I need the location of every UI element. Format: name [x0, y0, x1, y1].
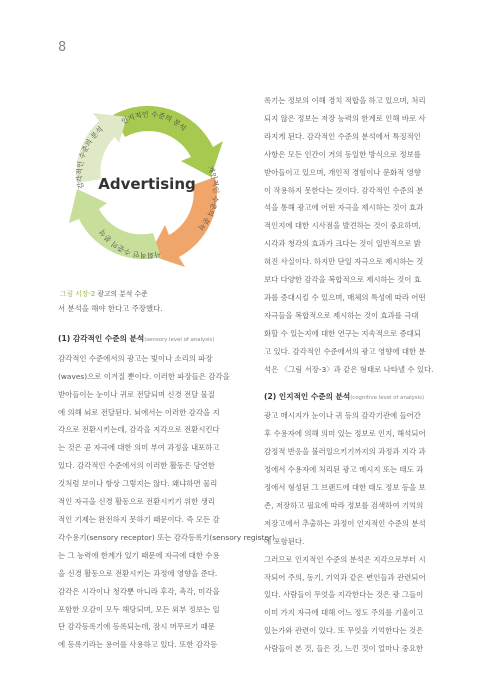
- right-line: 저장고에서 추출하는 과정이 인지적인 수준의 분석: [264, 518, 426, 528]
- left-line: 감각적인 수준에서의 광고는 빛이나 소리의 파장: [58, 353, 213, 363]
- left-column: [58, 300, 275, 654]
- right-line: 그러므로 인지적인 수준의 분석은 지각으로부터 시: [264, 554, 426, 564]
- left-line: 포함한 오감이 모두 해당되며, 모든 외부 정보는 일: [58, 604, 220, 614]
- right-line: 과를 증대시킬 수 있으며, 매체의 특성에 따라 어떤: [264, 292, 426, 302]
- left-line: 에 의해 뇌로 전달된다. 뇌에서는 이러한 감각을 지: [58, 407, 220, 417]
- diagram-center-label: Advertising: [98, 175, 196, 193]
- right-line: 있다. 사람들이 무엇을 지각한다는 것은 광 그들이: [264, 590, 424, 600]
- right-line: 감정적 반응을 불러일으키기까지의 과정과 지각 과: [264, 447, 426, 457]
- right-line: 받아들이고 있으며, 개인적 경험이나 문화적 영향: [264, 167, 421, 177]
- right-line: 광고 메시지가 눈이나 귀 등의 감각기관에 들어간: [264, 411, 421, 421]
- segment-cognitive-label: 인지적인 수준의 분석: [120, 110, 188, 133]
- left-line: 는 것은 곧 자극에 대한 의미 부여 과정을 내포하고: [58, 443, 220, 453]
- left-line: 것처럼 보이나 항상 그렇지는 않다. 왜냐하면 물리: [58, 479, 218, 489]
- right-line: 되지 않은 정보는 저장 능력의 한계로 인해 바로 사: [264, 113, 426, 123]
- figure-caption: [60, 288, 148, 298]
- right-line: 화할 수 있는지에 대한 연구는 지속적으로 증대되: [264, 328, 421, 338]
- left-line: 각으로 전환시키는데, 감각을 지각으로 전환시킨다: [58, 425, 220, 435]
- left-line: 단 감각등록기에 등록되는데, 잠시 머무르기 때문: [58, 622, 215, 632]
- left-line: (waves)으로 이겨질 뿐이다. 이러한 파장들은 감각을: [58, 371, 230, 381]
- right-line: 사람들이 본 것, 들은 것, 느낀 것이 얼마나 중요한: [264, 644, 424, 654]
- left-intro: 서 분석을 해야 한다고 주장했다.: [58, 304, 163, 313]
- right-line: 이미 가지 자극에 대해 어느 정도 주의를 기울이고: [264, 608, 424, 618]
- caption-number: 그림 서장-2: [60, 290, 96, 298]
- left-line: 적인 자극을 신경 활동으로 전환시키기 위한 생리: [58, 497, 215, 507]
- right-line: 석은 〈그림 서장-3〉과 같은 형태로 나타낼 수 있다.: [264, 364, 434, 374]
- section-heading-sensory: (1) 감각적인 수준의 분석(sensory level of analysis): [58, 333, 215, 343]
- segment-sensory-label: 감각적인 수준의 분석: [75, 125, 105, 190]
- right-line: 후 수용자에 의해 의미 있는 정보로 인지, 해석되어: [264, 429, 426, 439]
- right-line: 적인지에 대한 시사점을 발견하는 것이 중요하며,: [264, 221, 421, 231]
- advertising-analysis-diagram: [55, 85, 240, 275]
- right-line: 정에서 수용자에 처리된 광고 메시지 또는 태도 과: [264, 465, 424, 475]
- right-line: 석을 통해 광고에 어떤 자극을 제시하는 것이 효과: [264, 203, 424, 213]
- left-line: 받아들이는 눈이나 귀로 전달되며 신경 전달 물질: [58, 389, 215, 399]
- left-line: 있다. 감각적인 수준에서의 이러한 활동은 당연한: [58, 461, 215, 471]
- left-line: 각수용기(sensory receptor) 또는 감각등록기(sensory register): [58, 532, 275, 542]
- left-line: 을 신경 활동으로 전환시키는 과정에 영향을 준다.: [58, 568, 218, 578]
- right-line: 라지게 된다. 감각적인 수준의 분석에서 특징적인: [264, 131, 421, 141]
- right-line: 있는가와 관련이 있다. 또 무엇을 기억한다는 것은: [264, 626, 424, 636]
- right-line: 정에서 형성된 그 브랜드에 대한 태도 정보 등을 보: [264, 483, 426, 493]
- right-line: 보다 다양한 감각을 복합적으로 제시하는 것이 효: [264, 275, 421, 285]
- left-line: 감각은 시각이나 청각뿐 아니라 후각, 촉각, 미각을: [58, 586, 220, 596]
- segment-social-label: 사회적인 수준의 분석: [98, 227, 162, 260]
- segment-personal-label: 개인적인 수준의 분석: [196, 164, 220, 232]
- right-line: 고 있다. 감각적인 수준에서의 광고 영향에 대한 분: [264, 346, 426, 356]
- right-line: 사항은 모든 인간이 거의 동일한 방식으로 정보를: [264, 149, 421, 159]
- right-line: 혀진 사실이다. 하지만 단일 자극으로 제시하는 것: [264, 257, 424, 267]
- right-column: [264, 92, 454, 658]
- right-line: 에 포함된다.: [264, 536, 305, 546]
- right-line: 존, 저장하고 필요에 따라 정보를 검색하여 기억의: [264, 500, 424, 510]
- right-line: 이 작용하지 못한다는 것이다. 감각적인 수준의 분: [264, 185, 424, 195]
- right-line: 시각과 청각의 효과가 크다는 것이 일반적으로 밝: [264, 239, 421, 249]
- right-line: 자극들을 복합적으로 제시하는 것이 효과를 극대: [264, 310, 419, 320]
- left-line: 적인 기제는 완전하지 못하기 때문이다. 즉 모든 감: [58, 514, 220, 524]
- left-line: 는 그 능력에 한계가 있기 때문에 자극에 대한 수용: [58, 550, 220, 560]
- caption-title: 광고의 분석 수준: [97, 290, 148, 298]
- left-line: 에 등록기라는 용어를 사용하고 있다. 또한 감각등: [58, 640, 218, 650]
- right-line: 작되어 주의, 동기, 기억과 같은 변인들과 관련되어: [264, 572, 426, 582]
- right-line: 록기는 정보의 이해 경치 적합을 하고 있으며, 처리: [264, 96, 426, 105]
- section-heading-cognitive: (2) 인지적인 수준의 분석(cognitive level of analysis): [264, 391, 425, 401]
- page-number: 8: [58, 40, 67, 55]
